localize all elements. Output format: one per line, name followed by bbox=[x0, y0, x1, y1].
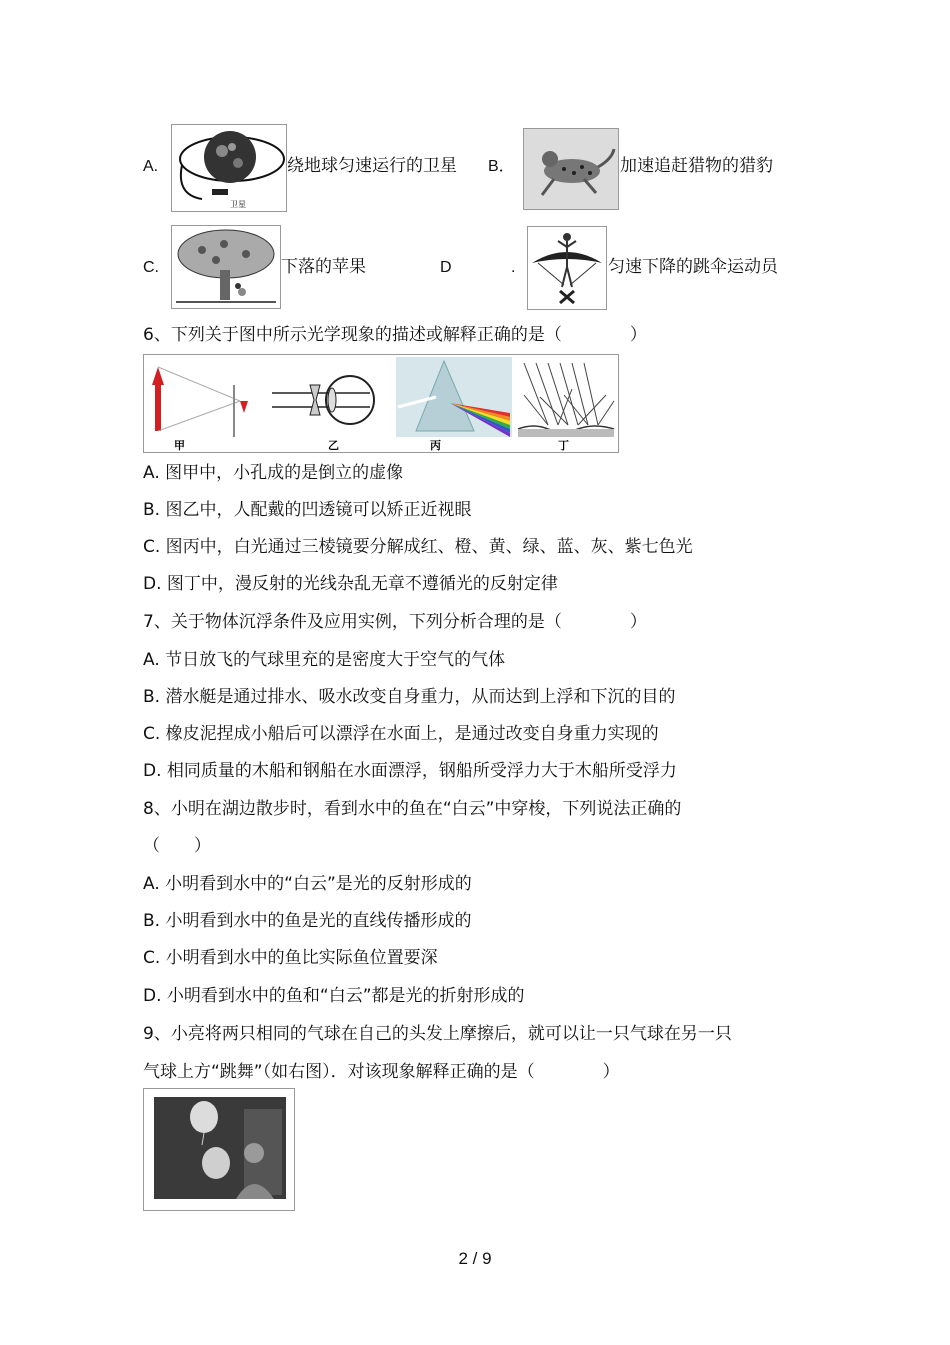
panel-ding bbox=[518, 363, 614, 452]
q5-option-d-text: 匀速下降的跳伞运动员 bbox=[608, 257, 778, 277]
q5-option-b-text: 加速追赶猎物的猎豹 bbox=[620, 156, 773, 176]
q7-stem: 7、关于物体沉浮条件及应用实例，下列分析合理的是（ ） bbox=[143, 612, 647, 632]
q6-option-a: A. 图甲中，小孔成的是倒立的虚像 bbox=[143, 463, 404, 483]
q5-satellite-figure bbox=[171, 124, 287, 212]
q5-option-d-dot: . bbox=[511, 259, 516, 276]
q6-stem: 6、下列关于图中所示光学现象的描述或解释正确的是（ ） bbox=[143, 325, 647, 345]
q5-parachutist-figure bbox=[527, 226, 607, 310]
q5-cheetah-figure bbox=[523, 128, 619, 210]
q5-apple-tree-figure bbox=[171, 225, 281, 309]
q9-balloon-photo bbox=[143, 1088, 295, 1211]
q7-option-c: C. 橡皮泥捏成小船后可以漂浮在水面上，是通过改变自身重力实现的 bbox=[143, 724, 659, 744]
panel-label-yi: 乙 bbox=[328, 439, 339, 452]
q5-option-c-letter: C. bbox=[143, 259, 159, 276]
q8-stem-line2: （ ） bbox=[143, 836, 211, 856]
q7-option-d: D. 相同质量的木船和钢船在水面漂浮，钢船所受浮力大于木船所受浮力 bbox=[143, 761, 677, 781]
q5-option-c-text: 下落的苹果 bbox=[281, 257, 366, 277]
q6-option-d: D. 图丁中，漫反射的光线杂乱无章不遵循光的反射定律 bbox=[143, 574, 558, 594]
satellite-label: 卫星 bbox=[230, 200, 246, 209]
page-number: 2 / 9 bbox=[458, 1249, 492, 1268]
panel-label-jia: 甲 bbox=[174, 439, 185, 452]
panel-label-bing: 丙 bbox=[430, 439, 441, 452]
q8-option-a: A. 小明看到水中的“白云”是光的反射形成的 bbox=[143, 874, 472, 894]
q8-stem-line1: 8、小明在湖边散步时，看到水中的鱼在“白云”中穿梭，下列说法正确的 bbox=[143, 799, 682, 819]
q8-option-b: B. 小明看到水中的鱼是光的直线传播形成的 bbox=[143, 911, 472, 931]
q6-optics-figure bbox=[143, 354, 619, 453]
panel-bing bbox=[396, 357, 512, 452]
q9-stem-line1: 9、小亮将两只相同的气球在自己的头发上摩擦后，就可以让一只气球在另一只 bbox=[143, 1024, 732, 1044]
q8-option-c: C. 小明看到水中的鱼比实际鱼位置要深 bbox=[143, 948, 438, 968]
panel-jia bbox=[152, 367, 248, 452]
q6-option-c: C. 图丙中，白光通过三棱镜要分解成红、橙、黄、绿、蓝、灰、紫七色光 bbox=[143, 537, 693, 557]
q7-option-a: A. 节日放飞的气球里充的是密度大于空气的气体 bbox=[143, 650, 506, 670]
q5-option-b-letter: B． bbox=[488, 158, 515, 175]
q5-option-a-text: 绕地球匀速运行的卫星 bbox=[287, 156, 457, 176]
q7-option-b: B. 潜水艇是通过排水、吸水改变自身重力，从而达到上浮和下沉的目的 bbox=[143, 687, 676, 707]
q5-option-a-letter: A. bbox=[143, 158, 159, 175]
q5-option-d-letter: D bbox=[440, 259, 452, 276]
q6-option-b: B. 图乙中，人配戴的凹透镜可以矫正近视眼 bbox=[143, 500, 472, 520]
panel-yi bbox=[272, 376, 374, 452]
panel-label-ding: 丁 bbox=[558, 439, 569, 452]
q9-stem-line2: 气球上方“跳舞”（如右图）．对该现象解释正确的是（ ） bbox=[143, 1062, 620, 1082]
q8-option-d: D. 小明看到水中的鱼和“白云”都是光的折射形成的 bbox=[143, 986, 525, 1006]
